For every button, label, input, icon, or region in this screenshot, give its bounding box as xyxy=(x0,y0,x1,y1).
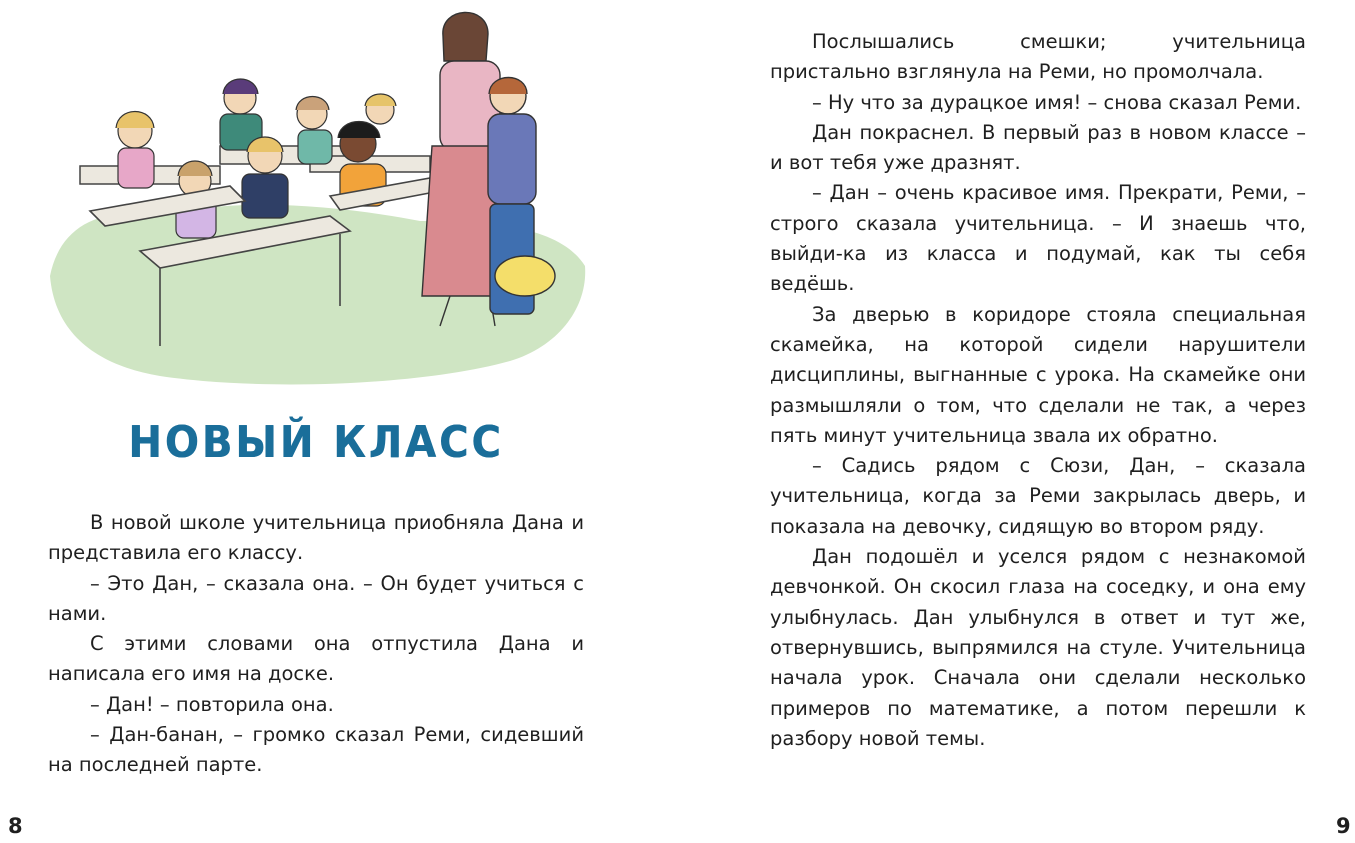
chapter-title: НОВЫЙ КЛАСС xyxy=(128,418,504,468)
paragraph: Дан покраснел. В первый раз в новом классе – и вот тебя уже дразнят. xyxy=(770,120,1306,175)
paragraph: В новой школе учительница приобняла Дана и представила его классу. xyxy=(48,511,584,565)
paragraph: – Дан! – повторила она. xyxy=(90,692,334,716)
paragraph: – Дан – очень красивое имя. Прекрати, Реми, – строго сказала учительница. – И знаешь что, выйди-ка из класса и подумай, как ты себя ведёшь. xyxy=(770,181,1306,296)
right-page-text xyxy=(770,27,1306,754)
paragraph: – Ну что за дурацкое имя! – снова сказал Реми. xyxy=(812,90,1302,114)
left-page-text xyxy=(48,508,584,781)
paragraph: С этими словами она отпустила Дана и написала его имя на доске. xyxy=(48,632,584,686)
classroom-drawing xyxy=(40,6,590,390)
classroom-illustration xyxy=(40,6,590,390)
paragraph: – Это Дан, – сказала она. – Он будет учиться с нами. xyxy=(48,571,584,625)
paragraph: – Садись рядом с Сюзи, Дан, – сказала учительница, когда за Реми закрылась дверь, и показала на девочку, сидящую во втором ряду. xyxy=(770,454,1306,538)
page-number-left: 8 xyxy=(8,814,23,838)
page-number-right: 9 xyxy=(1336,814,1351,838)
right-page xyxy=(678,0,1355,843)
paragraph: Дан подошёл и уселся рядом с незнакомой девчонкой. Он скосил глаза на соседку, и она ему улыбнулась. Дан улыбнулся в ответ и тут же, отвернувшись, выпрямился на стуле. Учительница начала урок. Сначала они сделали несколько примеров по математике, а потом перешли к разбору новой темы. xyxy=(770,545,1306,750)
paragraph: Послышались смешки; учительница пристально взглянула на Реми, но промолчала. xyxy=(770,30,1306,84)
left-page xyxy=(0,0,677,843)
paragraph: – Дан-банан, – громко сказал Реми, сидевший на последней парте. xyxy=(48,723,584,777)
paragraph: За дверью в коридоре стояла специальная скамейка, на которой сидели нарушители дисциплины, выгнанные с урока. На скамейке они размышляли о том, что сделали не так, а через пять минут учительница звала их обратно. xyxy=(770,302,1306,447)
